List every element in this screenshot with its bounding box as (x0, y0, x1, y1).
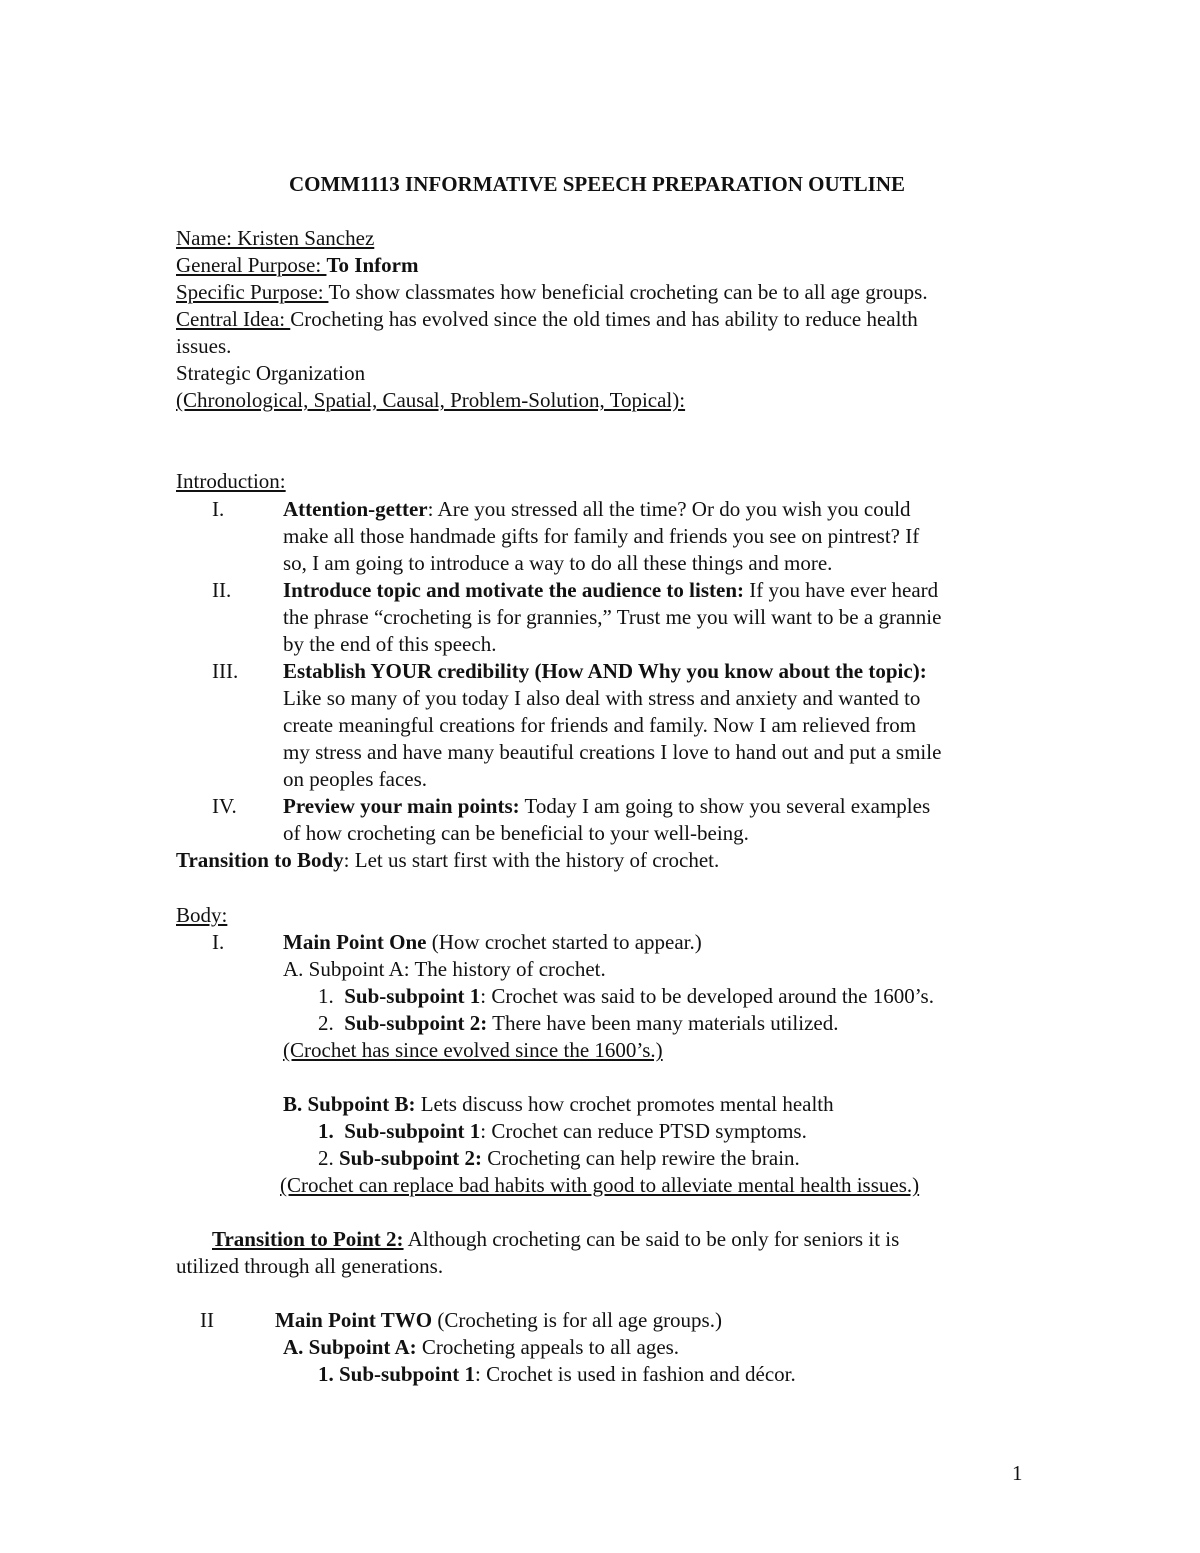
sub-subpoint-num: 1. (318, 984, 334, 1008)
main-point-numeral: II (200, 1308, 214, 1332)
intro-item-label: Preview your main points: (283, 794, 520, 818)
intro-numeral: III. (212, 659, 239, 683)
intro-item-label: Introduce topic and motivate the audience to listen: (283, 578, 745, 602)
body-heading: Body: (176, 903, 228, 927)
intro-item-line: Like so many of you today I also deal with stress and anxiety and wanted to (283, 686, 921, 710)
main-point-label: Main Point TWO (275, 1308, 433, 1332)
sub-subpoint-text: Crocheting can help rewire the brain. (482, 1146, 800, 1170)
transition2-label: Transition to Point 2: (212, 1227, 404, 1251)
intro-item-label: Establish YOUR credibility (How AND Why you know about the topic): (283, 659, 927, 683)
intro-item-line: create meaningful creations for friends and family. Now I am relieved from (283, 713, 917, 737)
general-purpose (176, 252, 418, 279)
name-line: Name: Kristen Sanchez (176, 226, 375, 250)
intro-numeral: II. (212, 578, 232, 602)
intro-item-text: : Are you stressed all the time? Or do you wish you could (427, 497, 911, 521)
intro-item-line (283, 793, 930, 820)
intro-item-line: so, I am going to introduce a way to do all these things and more. (283, 551, 833, 575)
sub-subpoint-label: Sub-subpoint 2: (344, 1011, 488, 1035)
sub-subpoint (318, 1145, 800, 1172)
sub-subpoint (318, 1361, 796, 1388)
sub-subpoint-label: Sub-subpoint 2: (339, 1146, 482, 1170)
transition-to-body (176, 847, 719, 874)
document-title: COMM1113 INFORMATIVE SPEECH PREPARATION OUTLINE (288, 172, 906, 196)
intro-item-line (283, 496, 911, 523)
intro-numeral: I. (212, 497, 225, 521)
transition-to-point-2 (212, 1226, 899, 1253)
transition2-text: Although crocheting can be said to be only for seniors it is (403, 1227, 900, 1251)
intro-numeral: IV. (212, 794, 237, 818)
sub-subpoint-text: : Crochet is used in fashion and décor. (475, 1362, 796, 1386)
main-point-label: Main Point One (283, 930, 427, 954)
sub-subpoint-num: 2. (318, 1146, 334, 1170)
intro-item-line: make all those handmade gifts for family and friends you see on pintrest? If (283, 524, 920, 548)
strategic-organization-options: (Chronological, Spatial, Causal, Problem-Solution, Topical): (176, 388, 686, 412)
sub-subpoint (318, 1010, 838, 1037)
central-idea-label: Central Idea: (176, 307, 291, 331)
main-point-two (275, 1307, 722, 1334)
subpoint-a-text: Crocheting appeals to all ages. (416, 1335, 680, 1359)
main-point-text: (How crochet started to appear.) (426, 930, 702, 954)
intro-item-line: my stress and have many beautiful creations I love to hand out and put a smile (283, 740, 942, 764)
intro-item-text: If you have ever heard (744, 578, 939, 602)
intro-item-line: on peoples faces. (283, 767, 428, 791)
sub-subpoint-text: There have been many materials utilized. (487, 1011, 839, 1035)
intro-item-line (283, 577, 938, 604)
intro-item-line: by the end of this speech. (283, 632, 497, 656)
main-point-one (283, 929, 702, 956)
subpoint-transition: (Crochet can replace bad habits with good to alleviate mental health issues.) (280, 1173, 920, 1197)
sub-subpoint (318, 983, 934, 1010)
subpoint-b (283, 1091, 834, 1118)
central-idea-value: Crocheting has evolved since the old times and has ability to reduce health (290, 307, 918, 331)
subpoint-b-text: Lets discuss how crochet promotes mental health (415, 1092, 834, 1116)
central-idea (176, 306, 918, 333)
sub-subpoint-num: 2. (318, 1011, 334, 1035)
sub-subpoint-label: 1. Sub-subpoint 1 (318, 1362, 475, 1386)
strategic-organization: Strategic Organization (176, 361, 366, 385)
subpoint-b-label: B. Subpoint B: (283, 1092, 416, 1116)
page-number: 1 (1012, 1461, 1023, 1485)
transition-label: Transition to Body (176, 848, 344, 872)
sub-subpoint (318, 1118, 807, 1145)
transition2-continued: utilized through all generations. (176, 1254, 444, 1278)
subpoint-a: A. Subpoint A: The history of crochet. (283, 957, 606, 981)
sub-subpoint-text: : Crochet was said to be developed around the 1600’s. (480, 984, 934, 1008)
sub-subpoint-num: 1. (318, 1119, 334, 1143)
main-point-text: (Crocheting is for all age groups.) (432, 1308, 722, 1332)
specific-purpose-value: To show classmates how beneficial crocheting can be to all age groups. (328, 280, 928, 304)
transition-text: : Let us start first with the history of crochet. (343, 848, 720, 872)
specific-purpose (176, 279, 928, 306)
intro-item-line: the phrase “crocheting is for grannies,” Trust me you will want to be a grannie (283, 605, 942, 629)
general-purpose-label: General Purpose: (176, 253, 327, 277)
subpoint-a (283, 1334, 679, 1361)
general-purpose-value: To Inform (326, 253, 419, 277)
specific-purpose-label: Specific Purpose: (176, 280, 329, 304)
subpoint-a-label: A. Subpoint A: (283, 1335, 417, 1359)
introduction-heading: Introduction: (176, 469, 286, 493)
central-idea-continued: issues. (176, 334, 232, 358)
sub-subpoint-label: Sub-subpoint 1 (344, 984, 481, 1008)
main-point-numeral: I. (212, 930, 225, 954)
sub-subpoint-text: : Crochet can reduce PTSD symptoms. (480, 1119, 807, 1143)
intro-item-text: Today I am going to show you several examples (519, 794, 931, 818)
intro-item-line: of how crocheting can be beneficial to your well-being. (283, 821, 749, 845)
sub-subpoint-label: Sub-subpoint 1 (344, 1119, 481, 1143)
intro-item-label: Attention-getter (283, 497, 428, 521)
subpoint-transition: (Crochet has since evolved since the 1600’s.) (283, 1038, 663, 1062)
